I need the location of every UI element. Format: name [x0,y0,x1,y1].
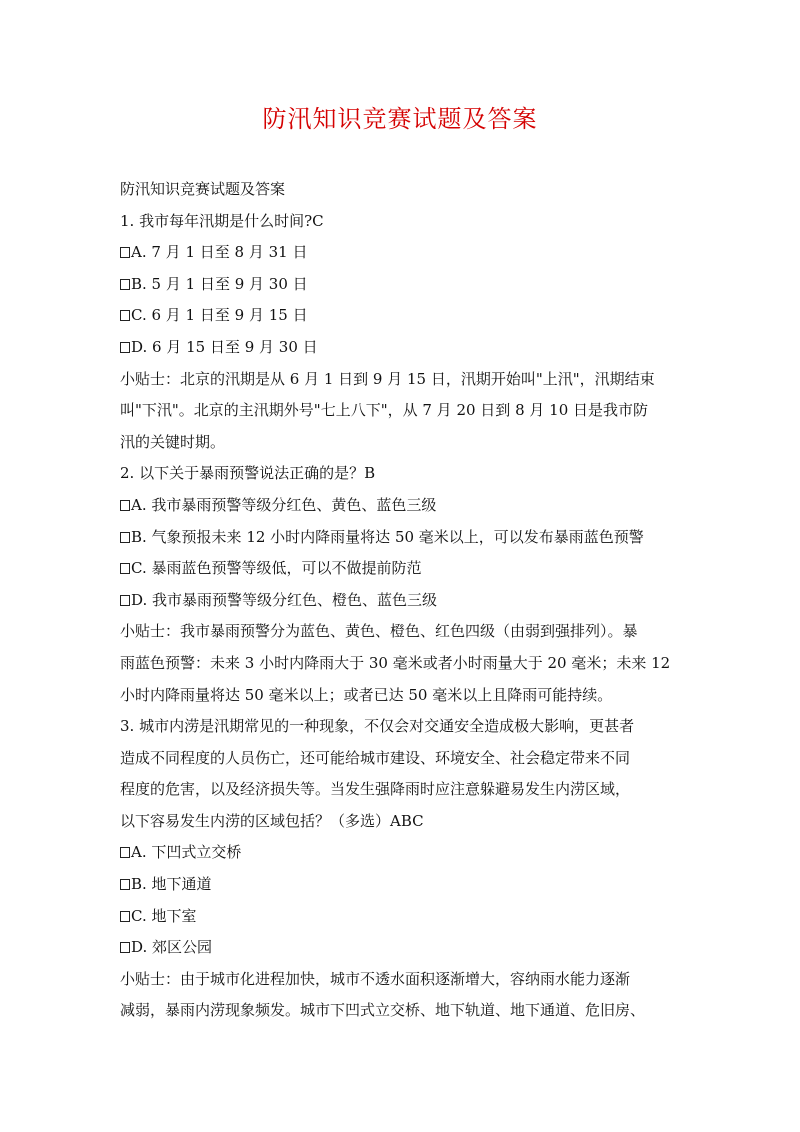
line-text: 小时内降雨量将达 50 毫米以上；或者已达 50 毫米以上且降雨可能持续。 [120,685,613,704]
text-line [120,427,690,459]
text-line [120,648,690,680]
line-text: 1. 我市每年汛期是什么时间?C [120,211,324,230]
checkbox-icon [120,342,130,353]
option-line [120,901,690,933]
line-text: B. 5 月 1 日至 9 月 30 日 [131,274,308,293]
line-text: B. 气象预报未来 12 小时内降雨量将达 50 毫米以上，可以发布暴雨蓝色预警 [131,527,644,546]
option-line [120,932,690,964]
line-text: D. 6 月 15 日至 9 月 30 日 [131,337,318,356]
line-text: 小贴士：由于城市化进程加快，城市不透水面积逐渐增大，容纳雨水能力逐渐 [120,969,631,988]
option-line [120,522,690,554]
line-text: C. 6 月 1 日至 9 月 15 日 [131,306,308,325]
line-text: 减弱，暴雨内涝现象频发。城市下凹式立交桥、地下轨道、地下通道、危旧房、 [120,1001,646,1020]
line-text: A. 7 月 1 日至 8 月 31 日 [131,243,308,262]
checkbox-icon [120,279,130,290]
line-text: 叫"下汛"。北京的主汛期外号"七上八下"，从 7 月 20 日到 8 月 10 日是我市防 [120,401,649,420]
line-text: 2. 以下关于暴雨预警说法正确的是？B [120,464,376,483]
line-text: D. 我市暴雨预警等级分红色、橙色、蓝色三级 [131,590,438,609]
line-text: A. 下凹式立交桥 [131,843,242,862]
line-text: 程度的危害，以及经济损失等。当发生强降雨时应注意躲避易发生内涝区域， [120,780,631,799]
option-line [120,332,690,364]
option-line [120,553,690,585]
line-text: 汛的关键时期。 [120,432,226,451]
line-text: 3. 城市内涝是汛期常见的一种现象，不仅会对交通安全造成极大影响，更甚者 [120,717,635,736]
option-line [120,300,690,332]
text-line [120,206,690,238]
option-line [120,837,690,869]
text-line [120,616,690,648]
line-text: 防汛知识竞赛试题及答案 [120,180,286,198]
line-text: A. 我市暴雨预警等级分红色、黄色、蓝色三级 [131,495,437,514]
text-line [120,806,690,838]
line-text: D. 郊区公园 [131,938,213,957]
line-text: 小贴士：北京的汛期是从 6 月 1 日到 9 月 15 日，汛期开始叫"上汛"，汛期结束 [120,369,655,388]
line-text: 小贴士：我市暴雨预警分为蓝色、黄色、橙色、红色四级（由弱到强排列）。暴 [120,622,638,641]
text-line [120,995,690,1027]
checkbox-icon [120,879,130,890]
document-title: 防汛知识竞赛试题及答案 [262,105,538,133]
text-line [120,743,690,775]
option-line [120,869,690,901]
text-line [120,774,690,806]
checkbox-icon [120,500,130,511]
checkbox-icon [120,942,130,953]
text-line [120,458,690,490]
text-line [120,964,690,996]
line-text: 雨蓝色预警：未来 3 小时内降雨大于 30 毫米或者小时雨量大于 20 毫米；未来 12 [120,653,671,672]
checkbox-icon [120,247,130,258]
checkbox-icon [120,310,130,321]
option-line [120,585,690,617]
document-body [120,174,690,1027]
line-text: C. 暴雨蓝色预警等级低，可以不做提前防范 [131,559,422,578]
checkbox-icon [120,595,130,606]
checkbox-icon [120,532,130,543]
checkbox-icon [120,563,130,574]
line-text: 以下容易发生内涝的区域包括？（多选）ABC [120,811,424,830]
option-line [120,269,690,301]
text-line [120,174,690,206]
checkbox-icon [120,911,130,922]
line-text: C. 地下室 [131,906,197,925]
text-line [120,711,690,743]
option-line [120,237,690,269]
checkbox-icon [120,847,130,858]
text-line [120,680,690,712]
line-text: B. 地下通道 [131,875,212,894]
text-line [120,395,690,427]
line-text: 造成不同程度的人员伤亡，还可能给城市建设、环境安全、社会稳定带来不同 [120,748,631,767]
option-line [120,490,690,522]
text-line [120,364,690,396]
